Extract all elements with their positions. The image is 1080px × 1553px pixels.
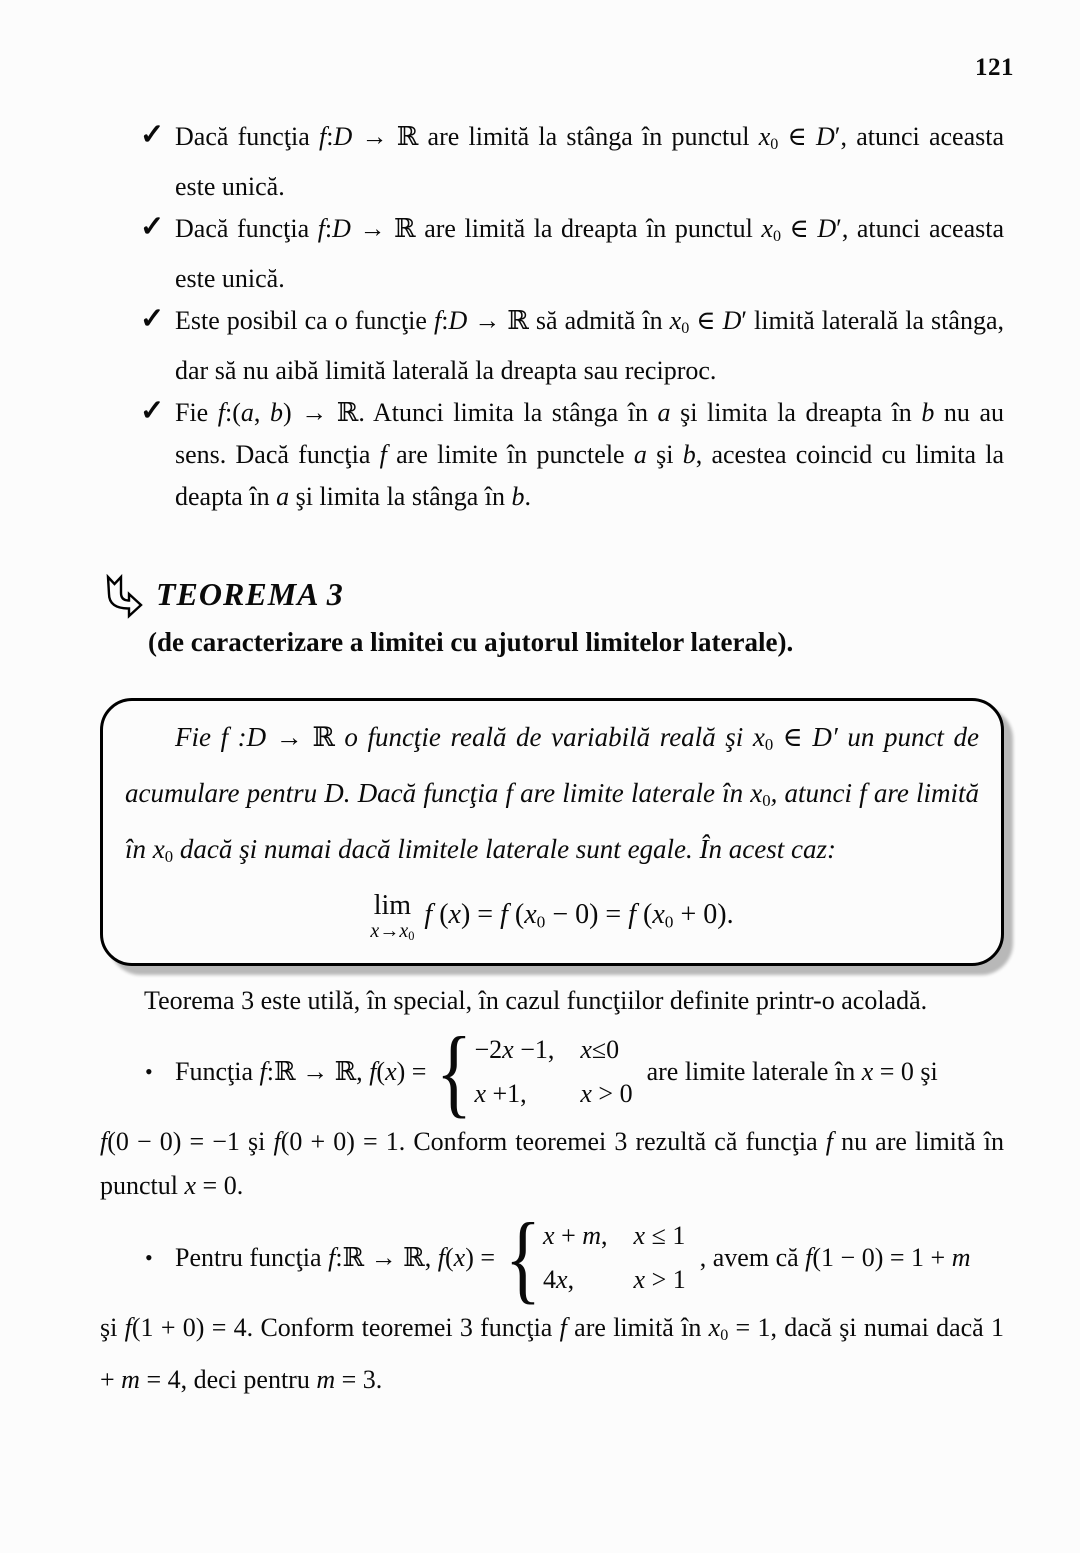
theorem-statement-box <box>100 698 1004 966</box>
case-expression: 4x, <box>543 1264 575 1294</box>
case-condition: x≤0 <box>580 1034 620 1064</box>
checkmark-icon: ✓ <box>140 395 165 428</box>
limit-formula <box>125 889 979 947</box>
paragraph: şi f(1 + 0) = 4. Conform teoremei 3 funcţia f are limită în x0 = 1, dacă şi numai dacă 1 + m = 4, deci pentru m = 3. <box>100 1312 1005 1394</box>
piecewise-cases <box>474 1030 632 1114</box>
list-item <box>100 116 1004 208</box>
example-item <box>100 1015 1004 1127</box>
list-item-text: Fie f:(a, b) → ℝ. Atunci limita la stânga în a şi limita la dreapta în b nu au sens. Dacă funcţia f are limite în punctele a şi b, acestea coincid cu limita la deapta în a şi limita la stânga în b. <box>175 398 1005 512</box>
theorem-body-text: Fie f :D → ℝ o funcţie reală de variabilă reală şi x0 ∈ D′ un punct de acumulare pentru D. Dacă funcţia f are limite laterale în x0, atunci f are limită în x0 dacă şi numai dacă limitele laterale sunt egale. În acest caz: <box>125 722 979 867</box>
list-item-text: Dacă funcţia f:D → ℝ are limită la stânga în punctul x0 ∈ D′, atunci aceasta este unică. <box>175 122 1004 202</box>
case-expression: x + m, <box>543 1220 608 1250</box>
example-item <box>100 1201 1004 1313</box>
case-condition: x > 0 <box>580 1078 633 1108</box>
theorem-subtitle: (de caracterizare a limitei cu ajutorul limitelor laterale). <box>148 627 794 658</box>
brace-glyph: { <box>436 1015 473 1127</box>
list-item <box>100 392 1004 518</box>
example-tail: , avem că f(1 − 0) = 1 + m <box>699 1242 971 1272</box>
case-condition: x > 1 <box>633 1264 686 1294</box>
case-expression: −2x −1, <box>474 1034 555 1064</box>
formula-rhs: f (x) = f (x0 − 0) = f (x0 + 0). <box>424 899 734 932</box>
checkmark-icon: ✓ <box>140 119 165 151</box>
piecewise-function <box>499 1201 686 1313</box>
lim-operator: lim x→x0 <box>370 889 415 943</box>
example-lead: Funcţia f:ℝ → ℝ, f(x) = <box>175 1056 427 1086</box>
intro-paragraph: Teorema 3 este utilă, în special, în cazul funcţiilor definite printr-o acoladă. <box>144 985 928 1015</box>
bullet-icon: • <box>145 1058 153 1084</box>
brace-glyph: { <box>505 1201 542 1313</box>
case-condition: x ≤ 1 <box>633 1220 686 1250</box>
bent-arrow-icon <box>100 574 144 620</box>
list-item-text: Este posibil ca o funcţie f:D → ℝ să admită în x0 ∈ D′ limită laterală la stânga, dar să nu aibă limită laterală la dreapta sau reciproc. <box>175 306 1004 386</box>
checkmark-icon: ✓ <box>140 211 165 244</box>
page-number: 121 <box>975 54 1014 81</box>
example-lead: Pentru funcţia f:ℝ → ℝ, f(x) = <box>175 1242 496 1272</box>
theorem-heading <box>100 572 1004 620</box>
list-item-text: Dacă funcţia f:D → ℝ are limită la dreapta în punctul x0 ∈ D′, atunci aceasta este unică. <box>175 214 1004 294</box>
list-item <box>100 208 1004 300</box>
list-item <box>100 300 1004 392</box>
case-expression: x +1, <box>474 1078 527 1108</box>
theorem-title: TEOREMA 3 <box>156 576 344 613</box>
piecewise-cases <box>543 1216 686 1300</box>
paragraph: f(0 − 0) = −1 şi f(0 + 0) = 1. Conform teoremei 3 rezultă că funcţia f nu are limită în punctul x = 0. <box>100 1126 1004 1200</box>
example-tail: are limite laterale în x = 0 şi <box>646 1056 938 1086</box>
properties-check-list <box>100 116 1004 518</box>
bullet-icon: • <box>145 1244 153 1270</box>
piecewise-function <box>430 1015 633 1127</box>
checkmark-icon: ✓ <box>140 303 165 336</box>
